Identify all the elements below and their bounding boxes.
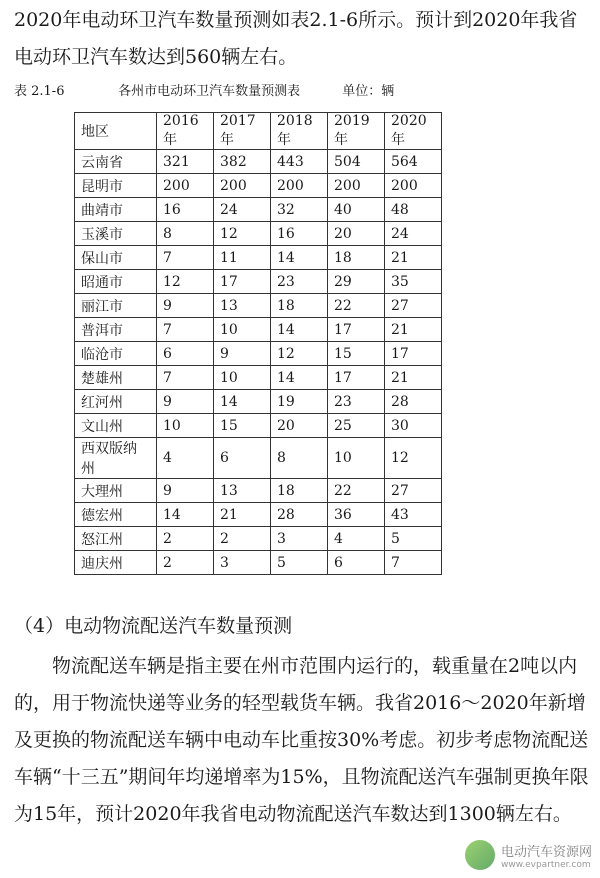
- table-row: [75, 294, 442, 318]
- table-unit: 单位：辆: [342, 84, 395, 99]
- table-row: [75, 318, 442, 342]
- value-cell: 15: [214, 414, 271, 438]
- value-cell: 9: [214, 342, 271, 366]
- table-row: [75, 342, 442, 366]
- table-row: [75, 551, 442, 575]
- value-cell: 18: [271, 294, 328, 318]
- value-cell: 7: [157, 318, 214, 342]
- value-cell: 13: [214, 294, 271, 318]
- value-cell: 40: [328, 198, 385, 222]
- value-cell: 2: [157, 551, 214, 575]
- value-cell: 20: [271, 414, 328, 438]
- region-cell: 文山州: [75, 414, 157, 438]
- value-cell: 18: [271, 479, 328, 503]
- value-cell: 32: [271, 198, 328, 222]
- region-cell: 云南省: [75, 150, 157, 174]
- value-cell: 5: [271, 551, 328, 575]
- value-cell: 14: [214, 390, 271, 414]
- region-cell: 临沧市: [75, 342, 157, 366]
- value-cell: 12: [271, 342, 328, 366]
- value-cell: 23: [271, 270, 328, 294]
- column-header: 2016 年: [157, 113, 214, 150]
- value-cell: 14: [271, 246, 328, 270]
- table-row: [75, 270, 442, 294]
- value-cell: 48: [385, 198, 442, 222]
- table-header-row: [75, 113, 442, 150]
- value-cell: 9: [157, 294, 214, 318]
- value-cell: 200: [214, 174, 271, 198]
- value-cell: 504: [328, 150, 385, 174]
- column-header: 2019 年: [328, 113, 385, 150]
- value-cell: 443: [271, 150, 328, 174]
- value-cell: 11: [214, 246, 271, 270]
- region-cell: 曲靖市: [75, 198, 157, 222]
- value-cell: 382: [214, 150, 271, 174]
- value-cell: 4: [328, 527, 385, 551]
- column-header: 地区: [75, 113, 157, 150]
- value-cell: 27: [385, 479, 442, 503]
- table-row: [75, 438, 442, 479]
- region-cell: 保山市: [75, 246, 157, 270]
- table-row: [75, 246, 442, 270]
- table-row: [75, 198, 442, 222]
- region-cell: 大理州: [75, 479, 157, 503]
- value-cell: 5: [385, 527, 442, 551]
- value-cell: 27: [385, 294, 442, 318]
- region-cell: 昭通市: [75, 270, 157, 294]
- value-cell: 28: [385, 390, 442, 414]
- watermark: [465, 840, 592, 870]
- value-cell: 43: [385, 503, 442, 527]
- value-cell: 15: [328, 342, 385, 366]
- value-cell: 25: [328, 414, 385, 438]
- region-cell: 昆明市: [75, 174, 157, 198]
- value-cell: 36: [328, 503, 385, 527]
- value-cell: 200: [385, 174, 442, 198]
- value-cell: 200: [328, 174, 385, 198]
- value-cell: 22: [328, 294, 385, 318]
- value-cell: 321: [157, 150, 214, 174]
- value-cell: 28: [271, 503, 328, 527]
- column-header: 2020 年: [385, 113, 442, 150]
- column-header: 2018 年: [271, 113, 328, 150]
- value-cell: 2: [157, 527, 214, 551]
- value-cell: 12: [385, 438, 442, 479]
- value-cell: 6: [214, 438, 271, 479]
- column-header: 2017 年: [214, 113, 271, 150]
- value-cell: 22: [328, 479, 385, 503]
- table-row: [75, 503, 442, 527]
- region-cell: 楚雄州: [75, 366, 157, 390]
- table-row: [75, 390, 442, 414]
- value-cell: 12: [214, 222, 271, 246]
- value-cell: 6: [328, 551, 385, 575]
- forecast-table: [74, 112, 442, 575]
- table-row: [75, 414, 442, 438]
- table-row: [75, 366, 442, 390]
- value-cell: 3: [214, 551, 271, 575]
- value-cell: 200: [157, 174, 214, 198]
- region-cell: 丽江市: [75, 294, 157, 318]
- value-cell: 17: [328, 318, 385, 342]
- value-cell: 10: [157, 414, 214, 438]
- intro-paragraph: 2020年电动环卫汽车数量预测如表2.1-6所示。预计到2020年我省电动环卫汽车数达到560辆左右。: [14, 9, 578, 68]
- value-cell: 24: [385, 222, 442, 246]
- table-caption: [14, 80, 394, 99]
- value-cell: 14: [157, 503, 214, 527]
- region-cell: 怒江州: [75, 527, 157, 551]
- value-cell: 16: [157, 198, 214, 222]
- value-cell: 7: [157, 246, 214, 270]
- region-cell: 西双版纳州: [75, 438, 157, 479]
- value-cell: 17: [214, 270, 271, 294]
- value-cell: 2: [214, 527, 271, 551]
- value-cell: 10: [328, 438, 385, 479]
- watermark-url: www.evpartner.com: [500, 859, 591, 870]
- value-cell: 23: [328, 390, 385, 414]
- value-cell: 6: [157, 342, 214, 366]
- value-cell: 7: [157, 366, 214, 390]
- value-cell: 30: [385, 414, 442, 438]
- table-number: 表 2.1-6: [14, 84, 65, 99]
- value-cell: 7: [385, 551, 442, 575]
- region-cell: 玉溪市: [75, 222, 157, 246]
- value-cell: 24: [214, 198, 271, 222]
- value-cell: 20: [328, 222, 385, 246]
- table-row: [75, 222, 442, 246]
- evpartner-logo-icon: [465, 840, 495, 870]
- value-cell: 8: [271, 438, 328, 479]
- value-cell: 4: [157, 438, 214, 479]
- value-cell: 21: [385, 366, 442, 390]
- value-cell: 17: [385, 342, 442, 366]
- watermark-name: 电动汽车资源网: [500, 844, 592, 860]
- value-cell: 21: [214, 503, 271, 527]
- value-cell: 3: [271, 527, 328, 551]
- table-title: 各州市电动环卫汽车数量预测表: [118, 84, 301, 99]
- value-cell: 13: [214, 479, 271, 503]
- region-cell: 迪庆州: [75, 551, 157, 575]
- section-title: （4）电动物流配送汽车数量预测: [14, 615, 293, 637]
- table-row: [75, 479, 442, 503]
- body-paragraph: 物流配送车辆是指主要在州市范围内运行的，载重量在2吨以内的，用于物流快递等业务的轻型载货车辆。我省2016～2020年新增及更换的物流配送车辆中电动车比重按30%考虑。初步考虑物流配送车辆“十三五”期间年均递增率为15%，且物流配送汽车强制更换年限为15年，预计2020年我省电动物流配送汽车数达到1300辆左右。: [14, 655, 589, 825]
- region-cell: 普洱市: [75, 318, 157, 342]
- value-cell: 10: [214, 318, 271, 342]
- value-cell: 14: [271, 318, 328, 342]
- value-cell: 12: [157, 270, 214, 294]
- region-cell: 德宏州: [75, 503, 157, 527]
- value-cell: 14: [271, 366, 328, 390]
- value-cell: 9: [157, 479, 214, 503]
- value-cell: 35: [385, 270, 442, 294]
- value-cell: 18: [328, 246, 385, 270]
- table-row: [75, 527, 442, 551]
- value-cell: 10: [214, 366, 271, 390]
- value-cell: 8: [157, 222, 214, 246]
- value-cell: 564: [385, 150, 442, 174]
- value-cell: 29: [328, 270, 385, 294]
- table-row: [75, 174, 442, 198]
- value-cell: 17: [328, 366, 385, 390]
- table-row: [75, 150, 442, 174]
- value-cell: 21: [385, 318, 442, 342]
- value-cell: 16: [271, 222, 328, 246]
- value-cell: 19: [271, 390, 328, 414]
- value-cell: 9: [157, 390, 214, 414]
- value-cell: 200: [271, 174, 328, 198]
- region-cell: 红河州: [75, 390, 157, 414]
- value-cell: 21: [385, 246, 442, 270]
